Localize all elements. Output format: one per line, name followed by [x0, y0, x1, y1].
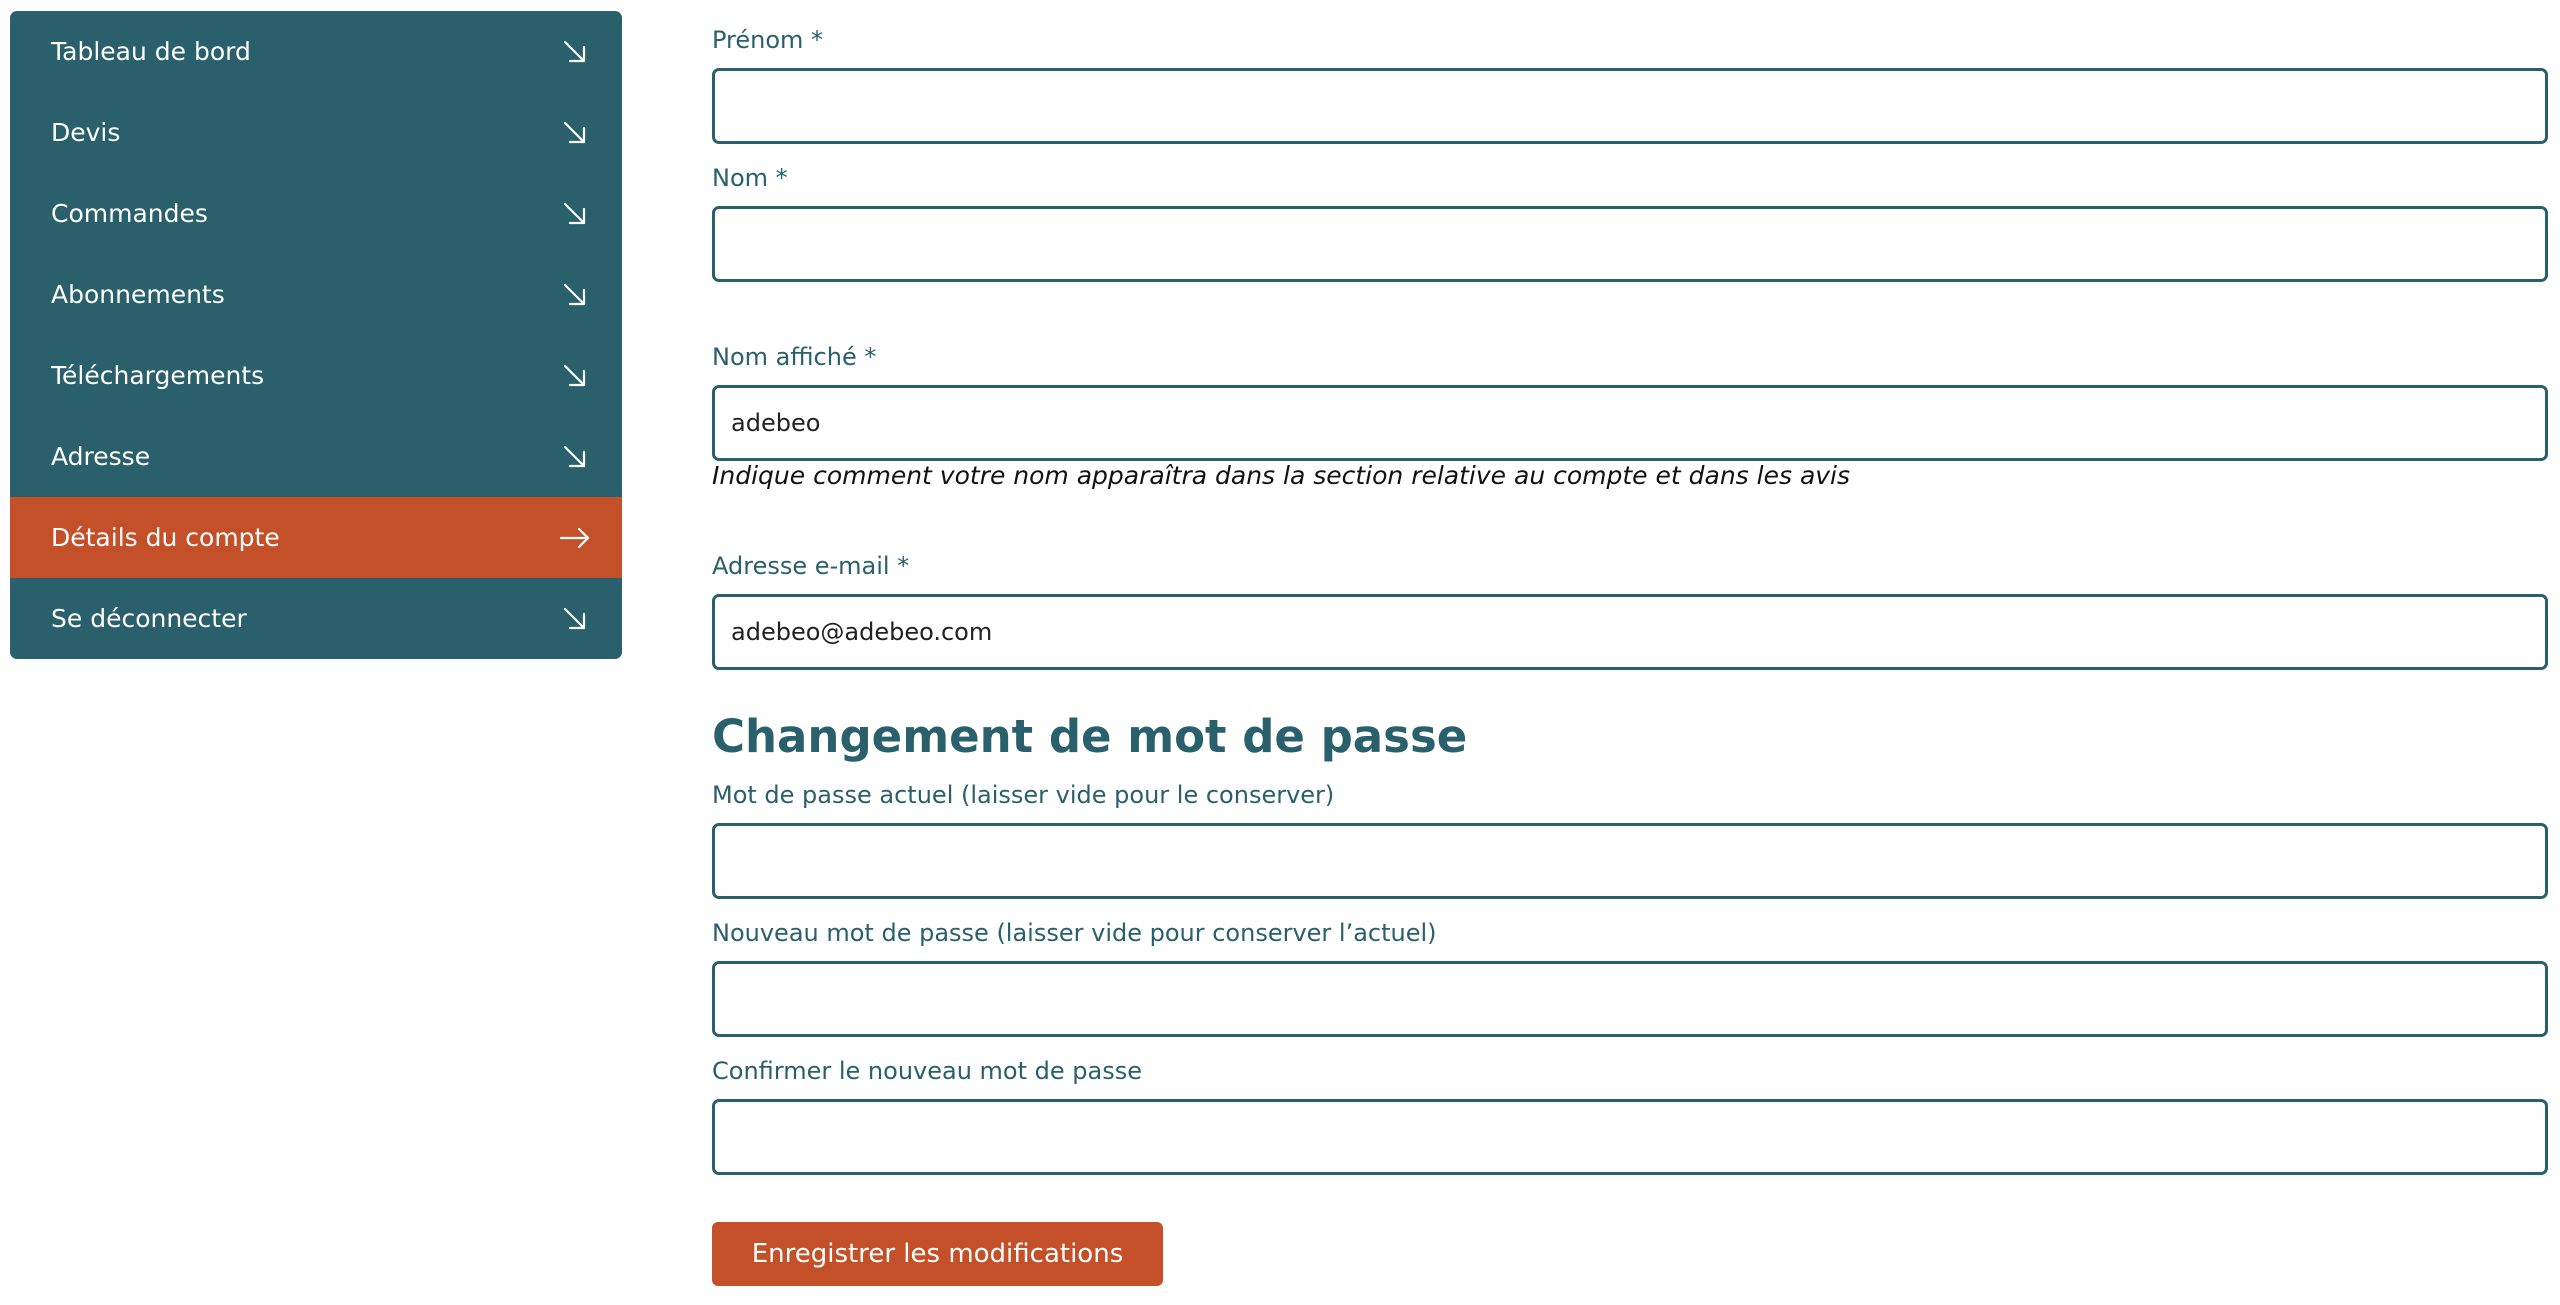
- first-name-label: Prénom *: [712, 26, 824, 54]
- first-name-field[interactable]: [712, 68, 2548, 144]
- last-name-label: Nom *: [712, 164, 788, 192]
- nav-item-label: Abonnements: [51, 280, 225, 309]
- nav-item-dashboard[interactable]: [10, 11, 622, 92]
- nav-item-label: Commandes: [51, 199, 208, 228]
- email-label: Adresse e-mail *: [712, 552, 910, 580]
- nav-item-quotes[interactable]: [10, 92, 622, 173]
- arrow-down-right-icon: [560, 604, 590, 634]
- nav-item-label: Détails du compte: [51, 523, 280, 552]
- display-name-field[interactable]: [712, 385, 2548, 461]
- arrow-right-icon: [560, 523, 590, 553]
- nav-item-label: Devis: [51, 118, 121, 147]
- display-name-hint: Indique comment votre nom apparaîtra dans la section relative au compte et dans les avis: [712, 461, 1851, 490]
- arrow-down-right-icon: [560, 361, 590, 391]
- display-name-label: Nom affiché *: [712, 343, 877, 371]
- email-field[interactable]: [712, 594, 2548, 670]
- new-password-label: Nouveau mot de passe (laisser vide pour conserver l’actuel): [712, 919, 1437, 947]
- arrow-down-right-icon: [560, 118, 590, 148]
- save-changes-button[interactable]: Enregistrer les modifications: [712, 1222, 1163, 1286]
- confirm-password-label: Confirmer le nouveau mot de passe: [712, 1057, 1142, 1085]
- nav-item-orders[interactable]: [10, 173, 622, 254]
- nav-item-address[interactable]: [10, 416, 622, 497]
- arrow-down-right-icon: [560, 199, 590, 229]
- nav-item-downloads[interactable]: [10, 335, 622, 416]
- arrow-down-right-icon: [560, 280, 590, 310]
- nav-item-account-details[interactable]: [10, 497, 622, 578]
- nav-item-logout[interactable]: [10, 578, 622, 659]
- last-name-field[interactable]: [712, 206, 2548, 282]
- confirm-password-field[interactable]: [712, 1099, 2548, 1175]
- current-password-label: Mot de passe actuel (laisser vide pour le conserver): [712, 781, 1335, 809]
- arrow-down-right-icon: [560, 442, 590, 472]
- nav-item-label: Se déconnecter: [51, 604, 247, 633]
- arrow-down-right-icon: [560, 37, 590, 67]
- current-password-field[interactable]: [712, 823, 2548, 899]
- new-password-field[interactable]: [712, 961, 2548, 1037]
- password-section-title: Changement de mot de passe: [712, 710, 1468, 763]
- nav-item-subscriptions[interactable]: [10, 254, 622, 335]
- nav-item-label: Adresse: [51, 442, 151, 471]
- nav-item-label: Téléchargements: [51, 361, 265, 390]
- nav-item-label: Tableau de bord: [51, 37, 251, 66]
- account-navigation: [10, 11, 622, 659]
